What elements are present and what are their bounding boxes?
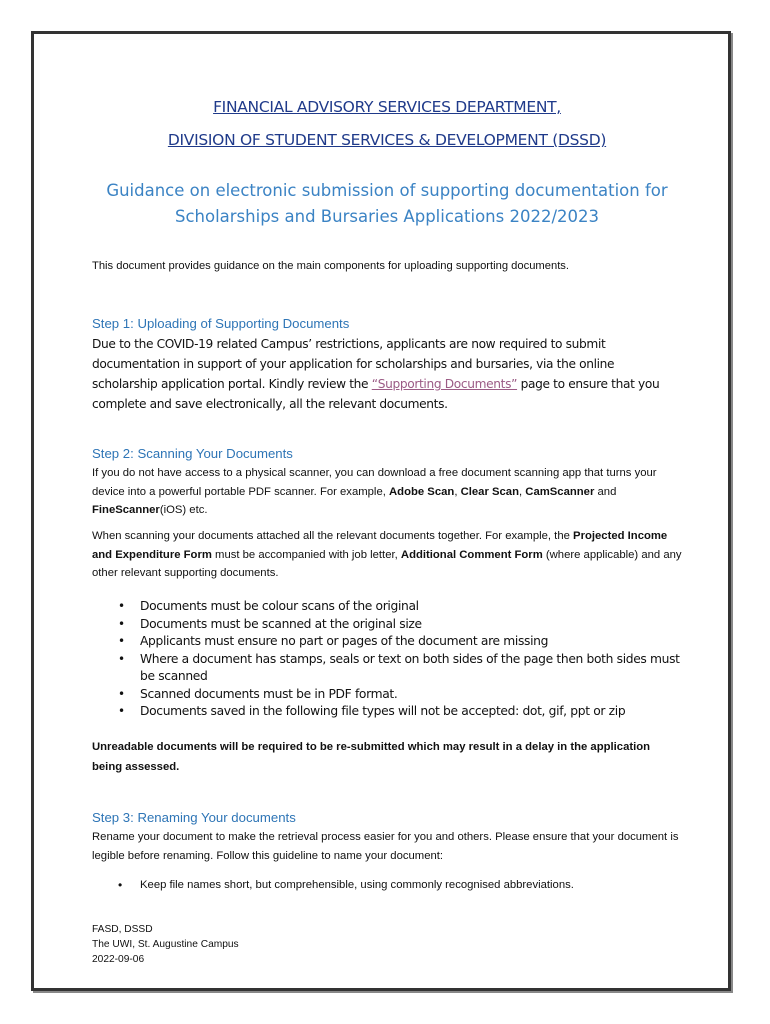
supporting-documents-link[interactable]: “Supporting Documents” xyxy=(371,377,518,391)
footer-date: 2022-09-06 xyxy=(92,954,145,965)
step2-p2-text: When scanning your documents attached all the relevant documents together. For example, the xyxy=(92,530,574,542)
list-item xyxy=(92,616,682,634)
footer-campus: The UWI, St. Augustine Campus xyxy=(92,939,239,950)
bullet-icon: • xyxy=(118,616,125,631)
list-item-text: Applicants must ensure no part or pages of the document are missing xyxy=(140,634,549,648)
conjunction: and xyxy=(594,485,617,498)
step2-p1-end: (iOS) etc. xyxy=(159,504,208,516)
list-item xyxy=(92,686,682,704)
document-footer xyxy=(92,922,239,967)
division-title: DIVISION OF STUDENT SERVICES & DEVELOPMENT (DSSD) xyxy=(167,131,607,149)
list-item-text: Documents saved in the following file types will not be accepted: dot, gif, ppt or zip xyxy=(140,704,626,718)
document-subtitle xyxy=(92,178,682,230)
subtitle-line-2: Scholarships and Bursaries Applications 2022/2023 xyxy=(174,207,600,226)
bullet-icon: • xyxy=(118,704,125,718)
app-clear-scan: Clear Scan xyxy=(460,485,519,498)
additional-comment-form: Additional Comment Form xyxy=(400,548,543,561)
renaming-guidelines-list xyxy=(92,877,682,895)
unreadable-warning: Unreadable documents will be required to be re-submitted which may result in a delay in the application being assessed. xyxy=(92,741,651,773)
bullet-icon: • xyxy=(118,878,123,892)
list-item xyxy=(92,598,682,616)
document-page xyxy=(31,31,731,991)
separator: , xyxy=(454,485,461,498)
app-finescanner: FineScanner xyxy=(92,504,160,516)
list-item-text: Documents must be scanned at the original size xyxy=(140,616,422,631)
footer-department: FASD, DSSD xyxy=(92,924,153,935)
step2-p1-text: If you do not have access to a physical scanner, you can download a free document scanning app that turns your device into a powerful portable PDF scanner. For example, xyxy=(92,467,657,498)
step3-heading: Step 3: Renaming Your documents xyxy=(92,810,296,825)
step2-paragraph-2 xyxy=(92,527,682,583)
app-adobe-scan: Adobe Scan xyxy=(389,485,455,498)
step3-paragraph: Rename your document to make the retrieval process easier for you and others. Please ensure that your document is legible before renaming. Follow this guideline to name your document: xyxy=(92,831,679,862)
list-item xyxy=(92,651,682,686)
projected-income-form: Projected Income and Expenditure Form xyxy=(92,530,668,561)
step2-p2-end: (where applicable) and any other relevant supporting documents. xyxy=(92,548,682,579)
step2-heading: Step 2: Scanning Your Documents xyxy=(92,446,293,461)
step1-text-before-link: Due to the COVID-19 related Campus’ restrictions, applicants are now required to submit documentation in support of your application for scholarships and bursaries, via the online scholarship application portal. Kindly review the xyxy=(92,337,615,391)
department-title: FINANCIAL ADVISORY SERVICES DEPARTMENT, xyxy=(213,98,561,116)
step1-heading: Step 1: Uploading of Supporting Documents xyxy=(92,316,350,331)
step1-text-after-link: page to ensure that you complete and save electronically, all the relevant documents. xyxy=(92,377,660,411)
bullet-icon: • xyxy=(118,634,125,648)
list-item-text: Documents must be colour scans of the original xyxy=(140,599,419,613)
list-item xyxy=(92,633,682,651)
list-item-text: Where a document has stamps, seals or text on both sides of the page then both sides must be scanned xyxy=(140,651,680,683)
list-item-text: Keep file names short, but comprehensible, using commonly recognised abbreviations. xyxy=(140,879,574,891)
bullet-icon: • xyxy=(118,651,125,666)
scanning-requirements-list xyxy=(92,598,682,721)
app-camscanner: CamScanner xyxy=(525,485,595,498)
step1-paragraph xyxy=(92,334,682,414)
separator: , xyxy=(519,485,526,498)
step2-p2-mid: must be accompanied with job letter, xyxy=(211,548,401,561)
list-item-text: Scanned documents must be in PDF format. xyxy=(140,686,398,701)
subtitle-line-1: Guidance on electronic submission of supporting documentation for xyxy=(106,181,668,200)
list-item xyxy=(92,877,682,895)
bullet-icon: • xyxy=(118,599,125,613)
bullet-icon: • xyxy=(118,686,125,701)
step2-paragraph-1 xyxy=(92,464,682,520)
intro-text: This document provides guidance on the main components for uploading supporting documents. xyxy=(92,260,570,272)
list-item xyxy=(92,703,682,721)
